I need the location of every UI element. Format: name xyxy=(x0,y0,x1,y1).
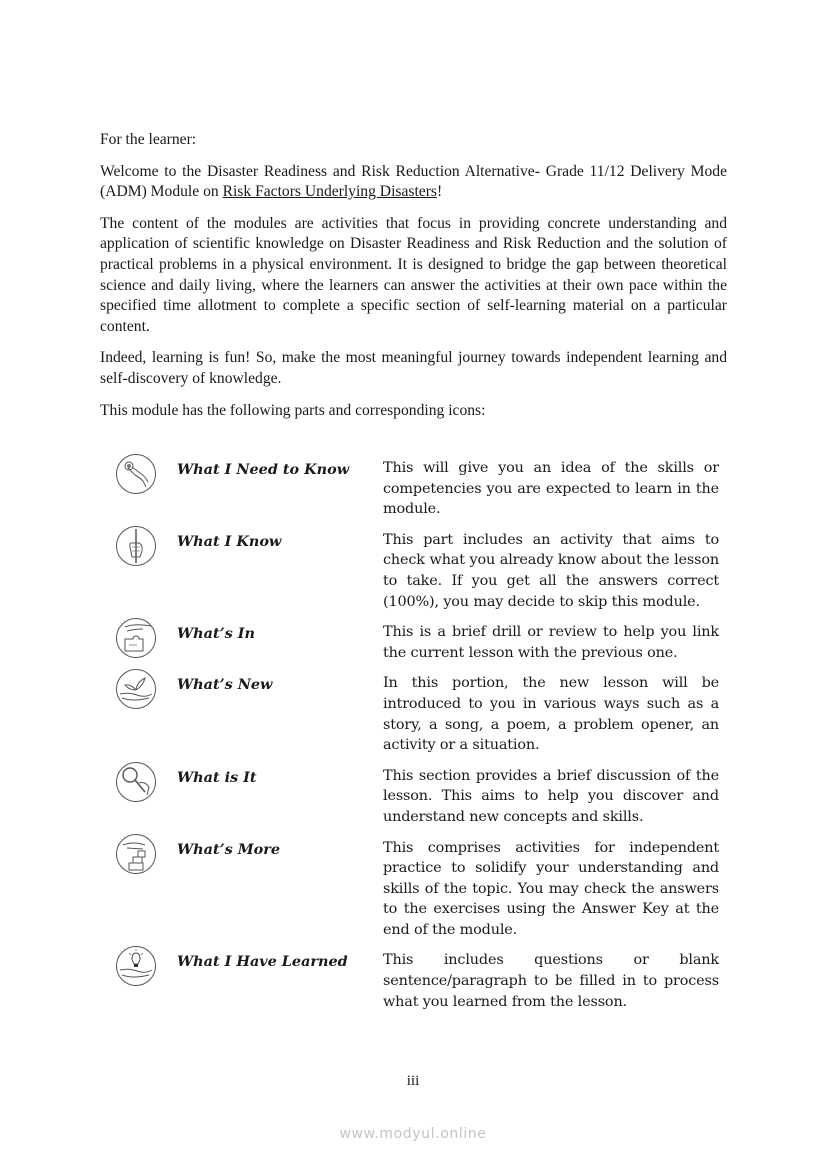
fun-paragraph: Indeed, learning is fun! So, make the most meaningful journey towards independent learning and self-discovery of knowledge. xyxy=(100,349,727,387)
lightbulb-hand-icon xyxy=(115,945,157,987)
part-row-what-i-need-to-know xyxy=(100,458,727,520)
welcome-text: Welcome to the Disaster Readiness and Risk Reduction Alternative- Grade 11/12 Delivery Mode (ADM) Module on xyxy=(100,162,727,201)
part-label: What’s More xyxy=(177,840,280,858)
content-paragraph: The content of the modules are activities that focus in providing concrete understanding and application of scientific knowledge on Disaster Readiness and Risk Reduction and the solution of practical problems in a physical environment. It is designed to bridge the gap between theoretical science and daily living, where the learners can answer the activities at their own pace within the specified time allotment to complete a specific section of self-learning material on a particular content. xyxy=(100,214,727,335)
intro-section xyxy=(100,130,727,432)
part-row-what-i-have-learned xyxy=(100,950,727,1012)
part-row-whats-more xyxy=(100,838,727,941)
part-description: This comprises activities for independent practice to solidify your understanding and skills of the topic. You may check the answers to the exercises using the Answer Key at the end of the module. xyxy=(383,839,719,938)
part-label: What’s New xyxy=(177,676,273,694)
module-parts-list xyxy=(100,458,727,1022)
part-label: What’s In xyxy=(177,625,255,643)
part-row-whats-in xyxy=(100,622,727,663)
stacking-blocks-icon xyxy=(115,833,157,875)
watermark: www.modyul.online xyxy=(339,1126,487,1142)
module-title-link: Risk Factors Underlying Disasters xyxy=(222,183,437,201)
finger-touch-icon xyxy=(115,453,157,495)
part-row-what-i-know xyxy=(100,530,727,612)
magnifier-hand-icon xyxy=(115,761,157,803)
part-label: What I Know xyxy=(177,532,282,550)
page-number: iii xyxy=(406,1073,420,1089)
welcome-paragraph xyxy=(100,162,727,203)
part-description: This will give you an idea of the skills or competencies you are expected to learn in the module. xyxy=(383,460,719,518)
part-description: This is a brief drill or review to help you link the current lesson with the previous one. xyxy=(383,624,719,661)
part-row-what-is-it xyxy=(100,766,727,828)
part-label: What I Have Learned xyxy=(177,953,348,971)
part-description: This section provides a brief discussion of the lesson. This aims to help you discover and understand new concepts and skills. xyxy=(383,767,719,825)
part-description: This part includes an activity that aims to check what you already know about the lesson to take. If you get all the answers correct (100%), you may decide to skip this module. xyxy=(383,531,719,610)
part-label: What is It xyxy=(177,768,257,786)
part-row-whats-new xyxy=(100,673,727,755)
part-description: In this portion, the new lesson will be introduced to you in various ways such as a story, a song, a poem, a problem opener, an activity or a situation. xyxy=(383,675,719,754)
sprout-hand-icon xyxy=(115,668,157,710)
parts-intro: This module has the following parts and corresponding icons: xyxy=(100,401,486,419)
part-label: What I Need to Know xyxy=(177,461,350,478)
greeting-heading: For the learner: xyxy=(100,131,197,148)
welcome-suffix: ! xyxy=(436,183,443,201)
part-description: This includes questions or blank sentence/paragraph to be filled in to process what you learned from the lesson. xyxy=(383,952,719,1010)
puzzle-hand-icon xyxy=(115,617,157,659)
hand-pencil-icon xyxy=(115,525,157,567)
